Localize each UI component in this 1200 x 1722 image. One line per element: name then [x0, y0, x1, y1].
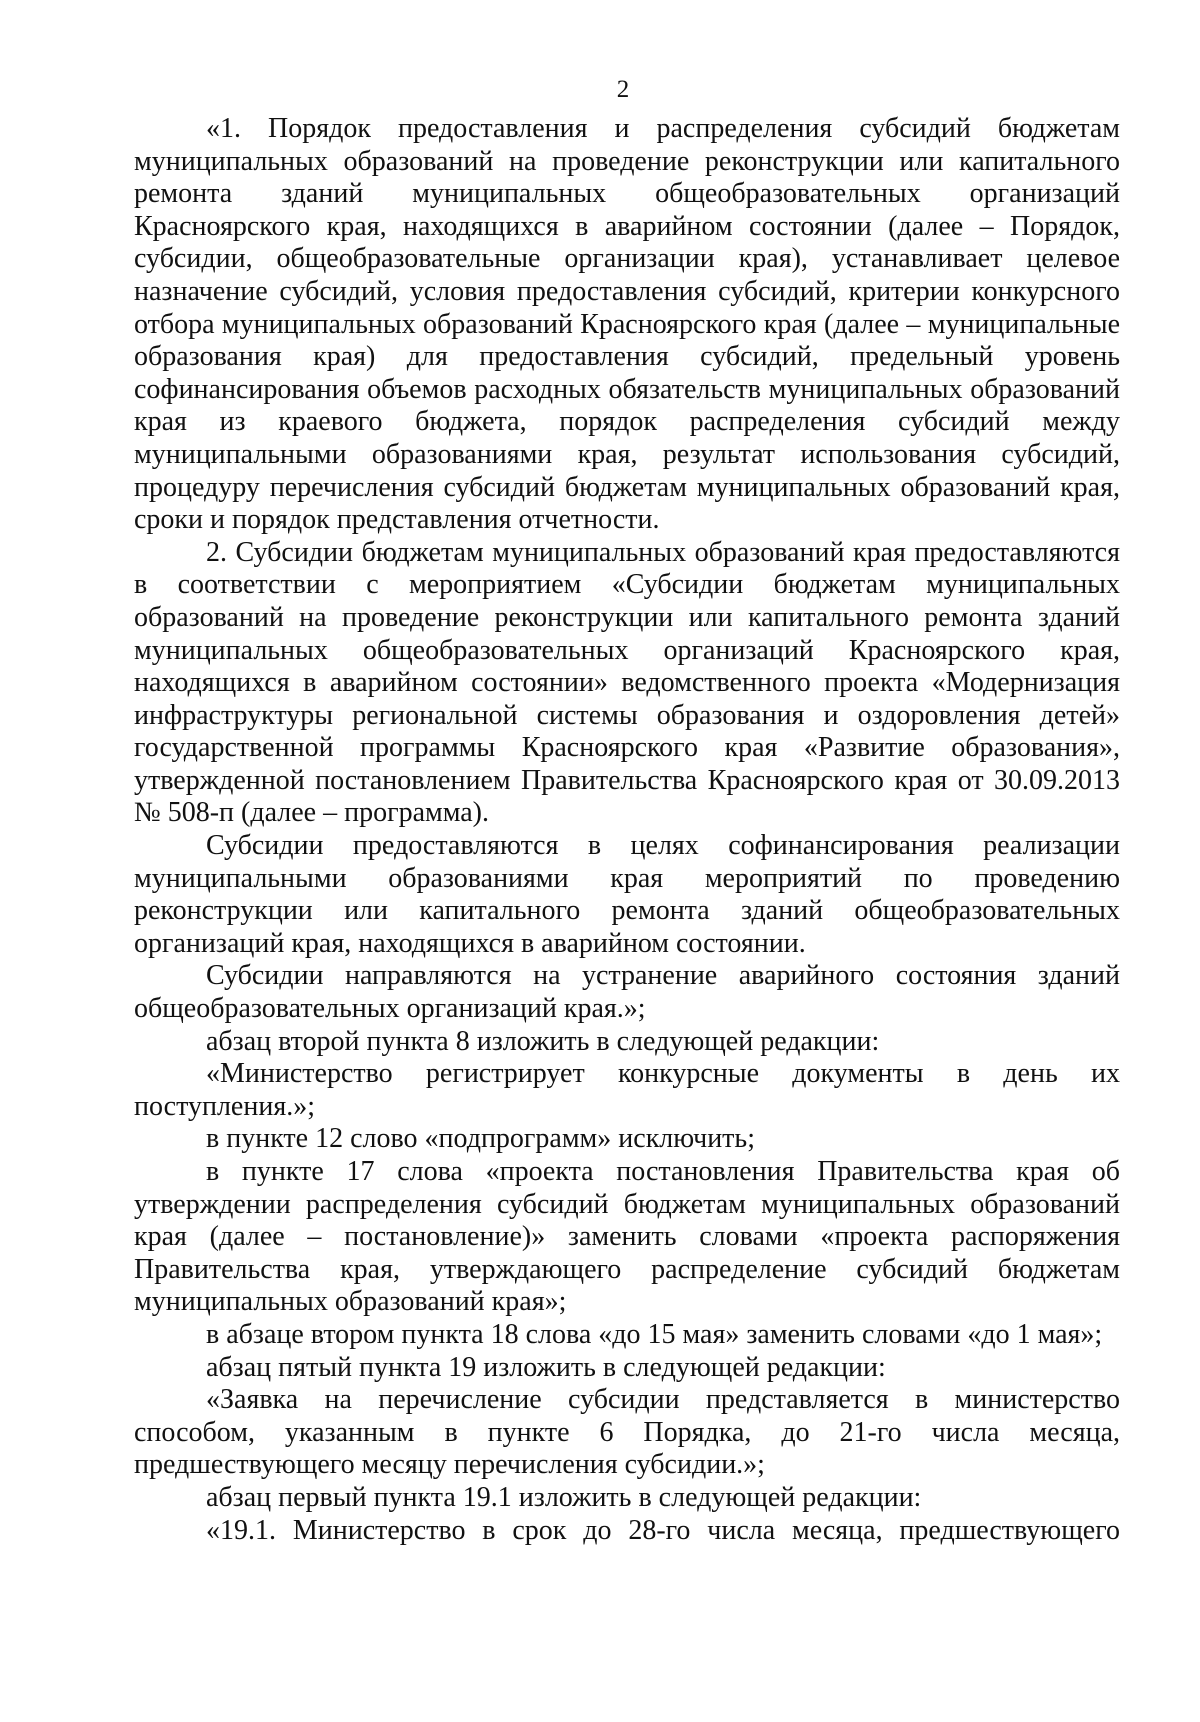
paragraph-11: «Заявка на перечисление субсидии представляется в министерство способом, указанным в пункте 6 Порядка, до 21-го числа месяца, предшествующего месяцу перечисления субсидии.»;	[134, 1384, 1120, 1481]
paragraph-5: абзац второй пункта 8 изложить в следующей редакции:	[206, 1025, 880, 1057]
paragraph-8: в пункте 17 слова «проекта постановления Правительства края об утверждении распределения субсидий бюджетам муниципальных образований края (далее – постановление)» заменить словами «проекта распоряжения Правительства края, утверждающего распределение субсидий бюджетам муниципальных образований края»;	[134, 1156, 1120, 1318]
paragraph-3: Субсидии предоставляются в целях софинансирования реализации муниципальными образованиями края мероприятий по проведению реконструкции или капитального ремонта зданий общеобразовательных организаций края, находящихся в аварийном состоянии.	[134, 830, 1120, 959]
paragraph-13: «19.1. Министерство в срок до 28-го числа месяца, предшествующего	[206, 1514, 1120, 1546]
paragraph-6: «Министерство регистрирует конкурсные документы в день их поступления.»;	[134, 1058, 1120, 1122]
paragraph-7: в пункте 12 слово «подпрограмм» исключить;	[206, 1123, 755, 1155]
paragraph-4: Субсидии направляются на устранение аварийного состояния зданий общеобразовательных организаций края.»;	[134, 960, 1120, 1025]
paragraph-9: в абзаце втором пункта 18 слова «до 15 мая» заменить словами «до 1 мая»;	[206, 1318, 1103, 1350]
paragraph-2: 2. Субсидии бюджетам муниципальных образований края предоставляются в соответствии с мероприятием «Субсидии бюджетам муниципальных образований на проведение реконструкции или капитального ремонта зданий муниципальных общеобразовательных организаций Красноярского края, находящихся в аварийном состоянии» ведомственного проекта «Модернизация инфраструктуры региональной системы образования и оздоровления детей» государственной программы Красноярского края «Развитие образования», утвержденной постановлением Правительства Красноярского края от 30.09.2013 № 508-п (далее – программа).	[134, 536, 1120, 829]
paragraph-12: абзац первый пункта 19.1 изложить в следующей редакции:	[206, 1481, 922, 1513]
document-body	[134, 113, 1120, 1547]
paragraph-10: абзац пятый пункта 19 изложить в следующей редакции:	[206, 1351, 886, 1383]
page-number: 2	[616, 76, 630, 103]
paragraph-1: «1. Порядок предоставления и распределения субсидий бюджетам муниципальных образований на проведение реконструкции или капитального ремонта зданий муниципальных общеобразовательных организаций Красноярского края, находящихся в аварийном состоянии (далее – Порядок, субсидии, общеобразовательные организации края), устанавливает целевое назначение субсидий, условия предоставления субсидий, критерии конкурсного отбора муниципальных образований Красноярского края (далее – муниципальные образования края) для предоставления субсидий, предельный уровень софинансирования объемов расходных обязательств муниципальных образований края из краевого бюджета, порядок распределения субсидий между муниципальными образованиями края, результат использования субсидий, процедуру перечисления субсидий бюджетам муниципальных образований края, сроки и порядок представления отчетности.	[134, 113, 1120, 536]
